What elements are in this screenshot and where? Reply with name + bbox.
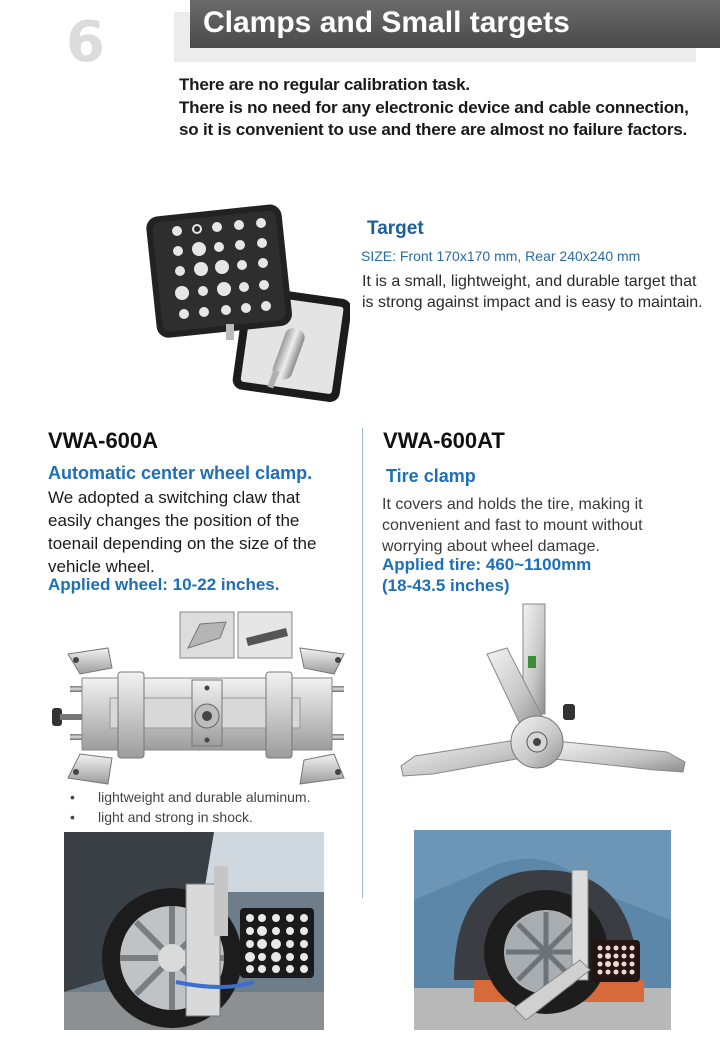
model-vwa600at: VWA-600AT [383, 428, 505, 453]
page-title: Clamps and Small targets [203, 6, 570, 39]
target-title: Target [367, 218, 424, 239]
target-description: It is a small, lightweight, and durable target that is strong against impact and is easy to maintain. [362, 273, 703, 311]
vwa600at-applied-line1: Applied tire: 460~1100mm [382, 555, 592, 574]
vwa600a-description: We adopted a switching claw that easily changes the position of the toenail depending on the size of the vehicle wheel. [48, 488, 317, 576]
target-size: SIZE: Front 170x170 mm, Rear 240x240 mm [361, 248, 641, 264]
vwa600a-feature: Automatic center wheel clamp. [48, 463, 313, 483]
model-vwa600a: VWA-600A [48, 428, 159, 453]
intro-text [179, 74, 709, 142]
vwa600a-applied: Applied wheel: 10-22 inches. [48, 575, 280, 594]
vwa600at-description: It covers and holds the tire, making it convenient and fast to mount without worrying about wheel damage. [382, 496, 643, 555]
bullet-item: • light and strong in shock. [70, 807, 310, 827]
wheel-clamp-image [50, 608, 360, 788]
section-number: 6 [66, 10, 103, 75]
tire-clamp-photo [414, 830, 671, 1030]
tire-clamp-image [395, 600, 695, 785]
vwa600at-applied [382, 554, 642, 596]
vwa600at-feature: Tire clamp [386, 466, 476, 486]
wheel-clamp-photo [64, 832, 324, 1030]
bullet-item: • lightweight and durable aluminum. [70, 787, 310, 807]
intro-line-1: There are no regular calibration task. [179, 75, 470, 94]
column-divider [362, 428, 363, 898]
vwa600at-applied-line2: (18-43.5 inches) [382, 576, 510, 595]
intro-line-2: There is no need for any electronic device and cable connection, so it is convenient to use and there are almost no failure factors. [179, 97, 689, 139]
vwa600a-bullets [70, 787, 310, 827]
target-image [140, 200, 350, 410]
